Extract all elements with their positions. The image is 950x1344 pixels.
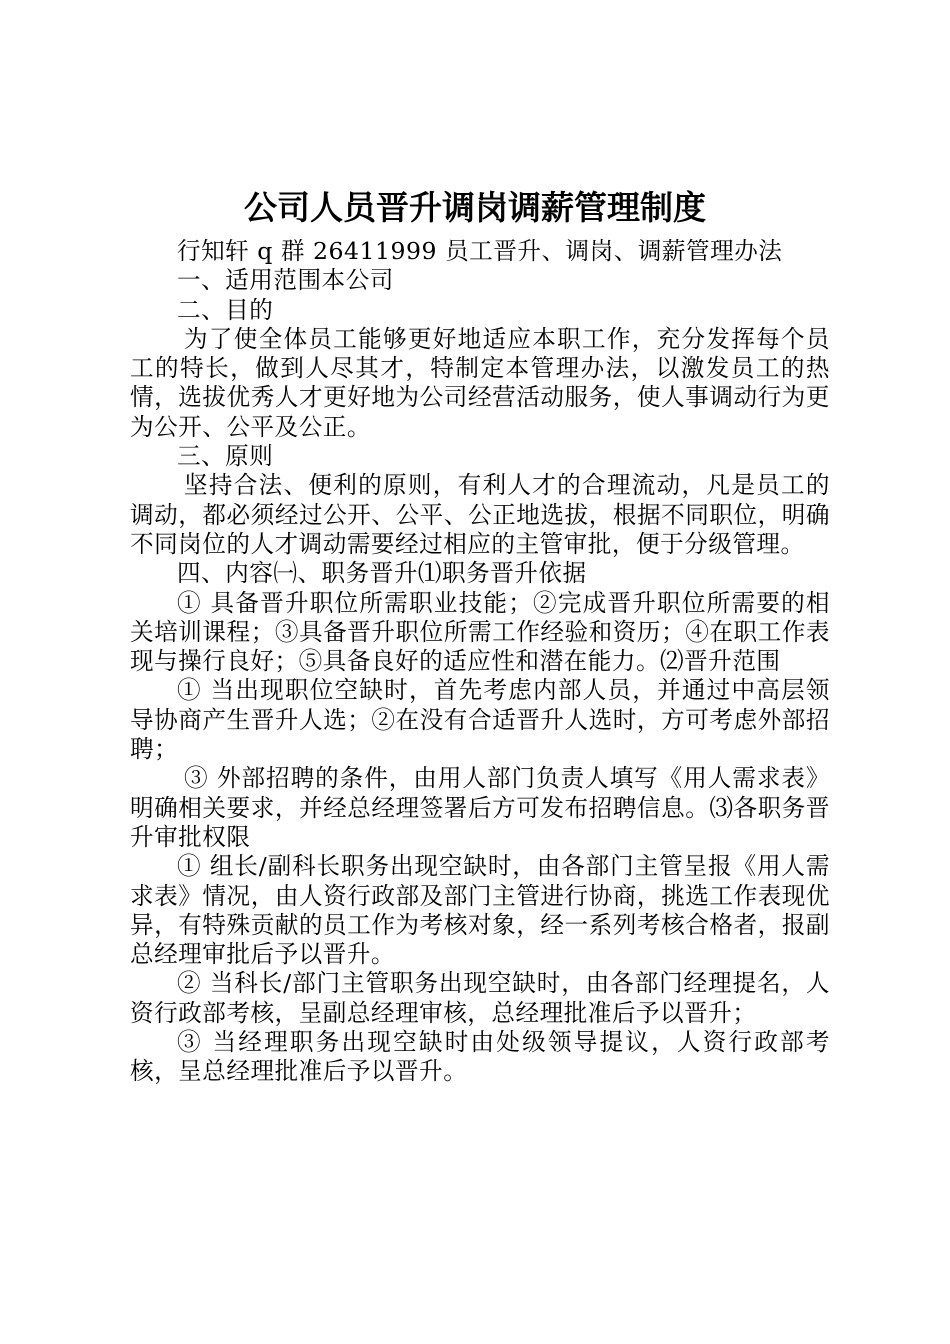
paragraph-external-recruit: ③ 外部招聘的条件，由用人部门负责人填写《用人需求表》明确相关要求，并经总经理签署后方可发布招聘信息。⑶各职务晋升审批权限 [130, 764, 830, 851]
section-heading-scope: 一、适用范围本公司 [177, 266, 394, 295]
paragraph-promotion-scope: ① 当出现职位空缺时，首先考虑内部人员，并通过中高层领导协商产生晋升人选；②在没有合适晋升人选时，方可考虑外部招聘； [130, 676, 830, 764]
paragraph-principle: 坚持合法、便利的原则，有利人才的合理流动，凡是员工的调动，都必须经过公开、公平、公正地选拔，根据不同职位，明确不同岗位的人才调动需要经过相应的主管审批，便于分级管理。 [130, 471, 830, 558]
paragraph-promotion-basis: ① 具备晋升职位所需职业技能；②完成晋升职位所需要的相关培训课程；③具备晋升职位所需工作经验和资历；④在职工作表现与操行良好；⑤具备良好的适应性和潜在能力。⑵晋升范围 [130, 588, 830, 676]
paragraph-approval-team-lead: ① 组长/副科长职务出现空缺时，由各部门主管呈报《用人需求表》情况，由人资行政部及部门主管进行协商，挑选工作表现优异，有特殊贡献的员工作为考核对象，经一系列考核合格者，报副总经理审批后予以晋升。 [130, 852, 830, 969]
paragraph-purpose: 为了使全体员工能够更好地适应本职工作，充分发挥每个员工的特长，做到人尽其才，特制定本管理办法，以激发员工的热情，选拔优秀人才更好地为公司经营活动服务，使人事调动行为更为公开、公平及公正。 [130, 324, 830, 441]
paragraph-intro: 行知轩 q 群 26411999 员工晋升、调岗、调薪管理办法 [177, 237, 783, 265]
paragraph-approval-manager: ③ 当经理职务出现空缺时由处级领导提议，人资行政部考核，呈总经理批准后予以晋升。 [130, 1028, 830, 1086]
section-heading-content: 四、内容㈠、职务晋升⑴职务晋升依据 [177, 559, 587, 588]
document-title: 公司人员晋升调岗调薪管理制度 [244, 188, 706, 227]
paragraph-approval-section-chief: ② 当科长/部门主管职务出现空缺时，由各部门经理提名，人资行政部考核，呈副总经理审核，总经理批准后予以晋升； [130, 969, 830, 1027]
section-heading-principle: 三、原则 [177, 442, 274, 471]
document-body [130, 237, 830, 1087]
section-heading-purpose: 二、目的 [177, 295, 274, 324]
